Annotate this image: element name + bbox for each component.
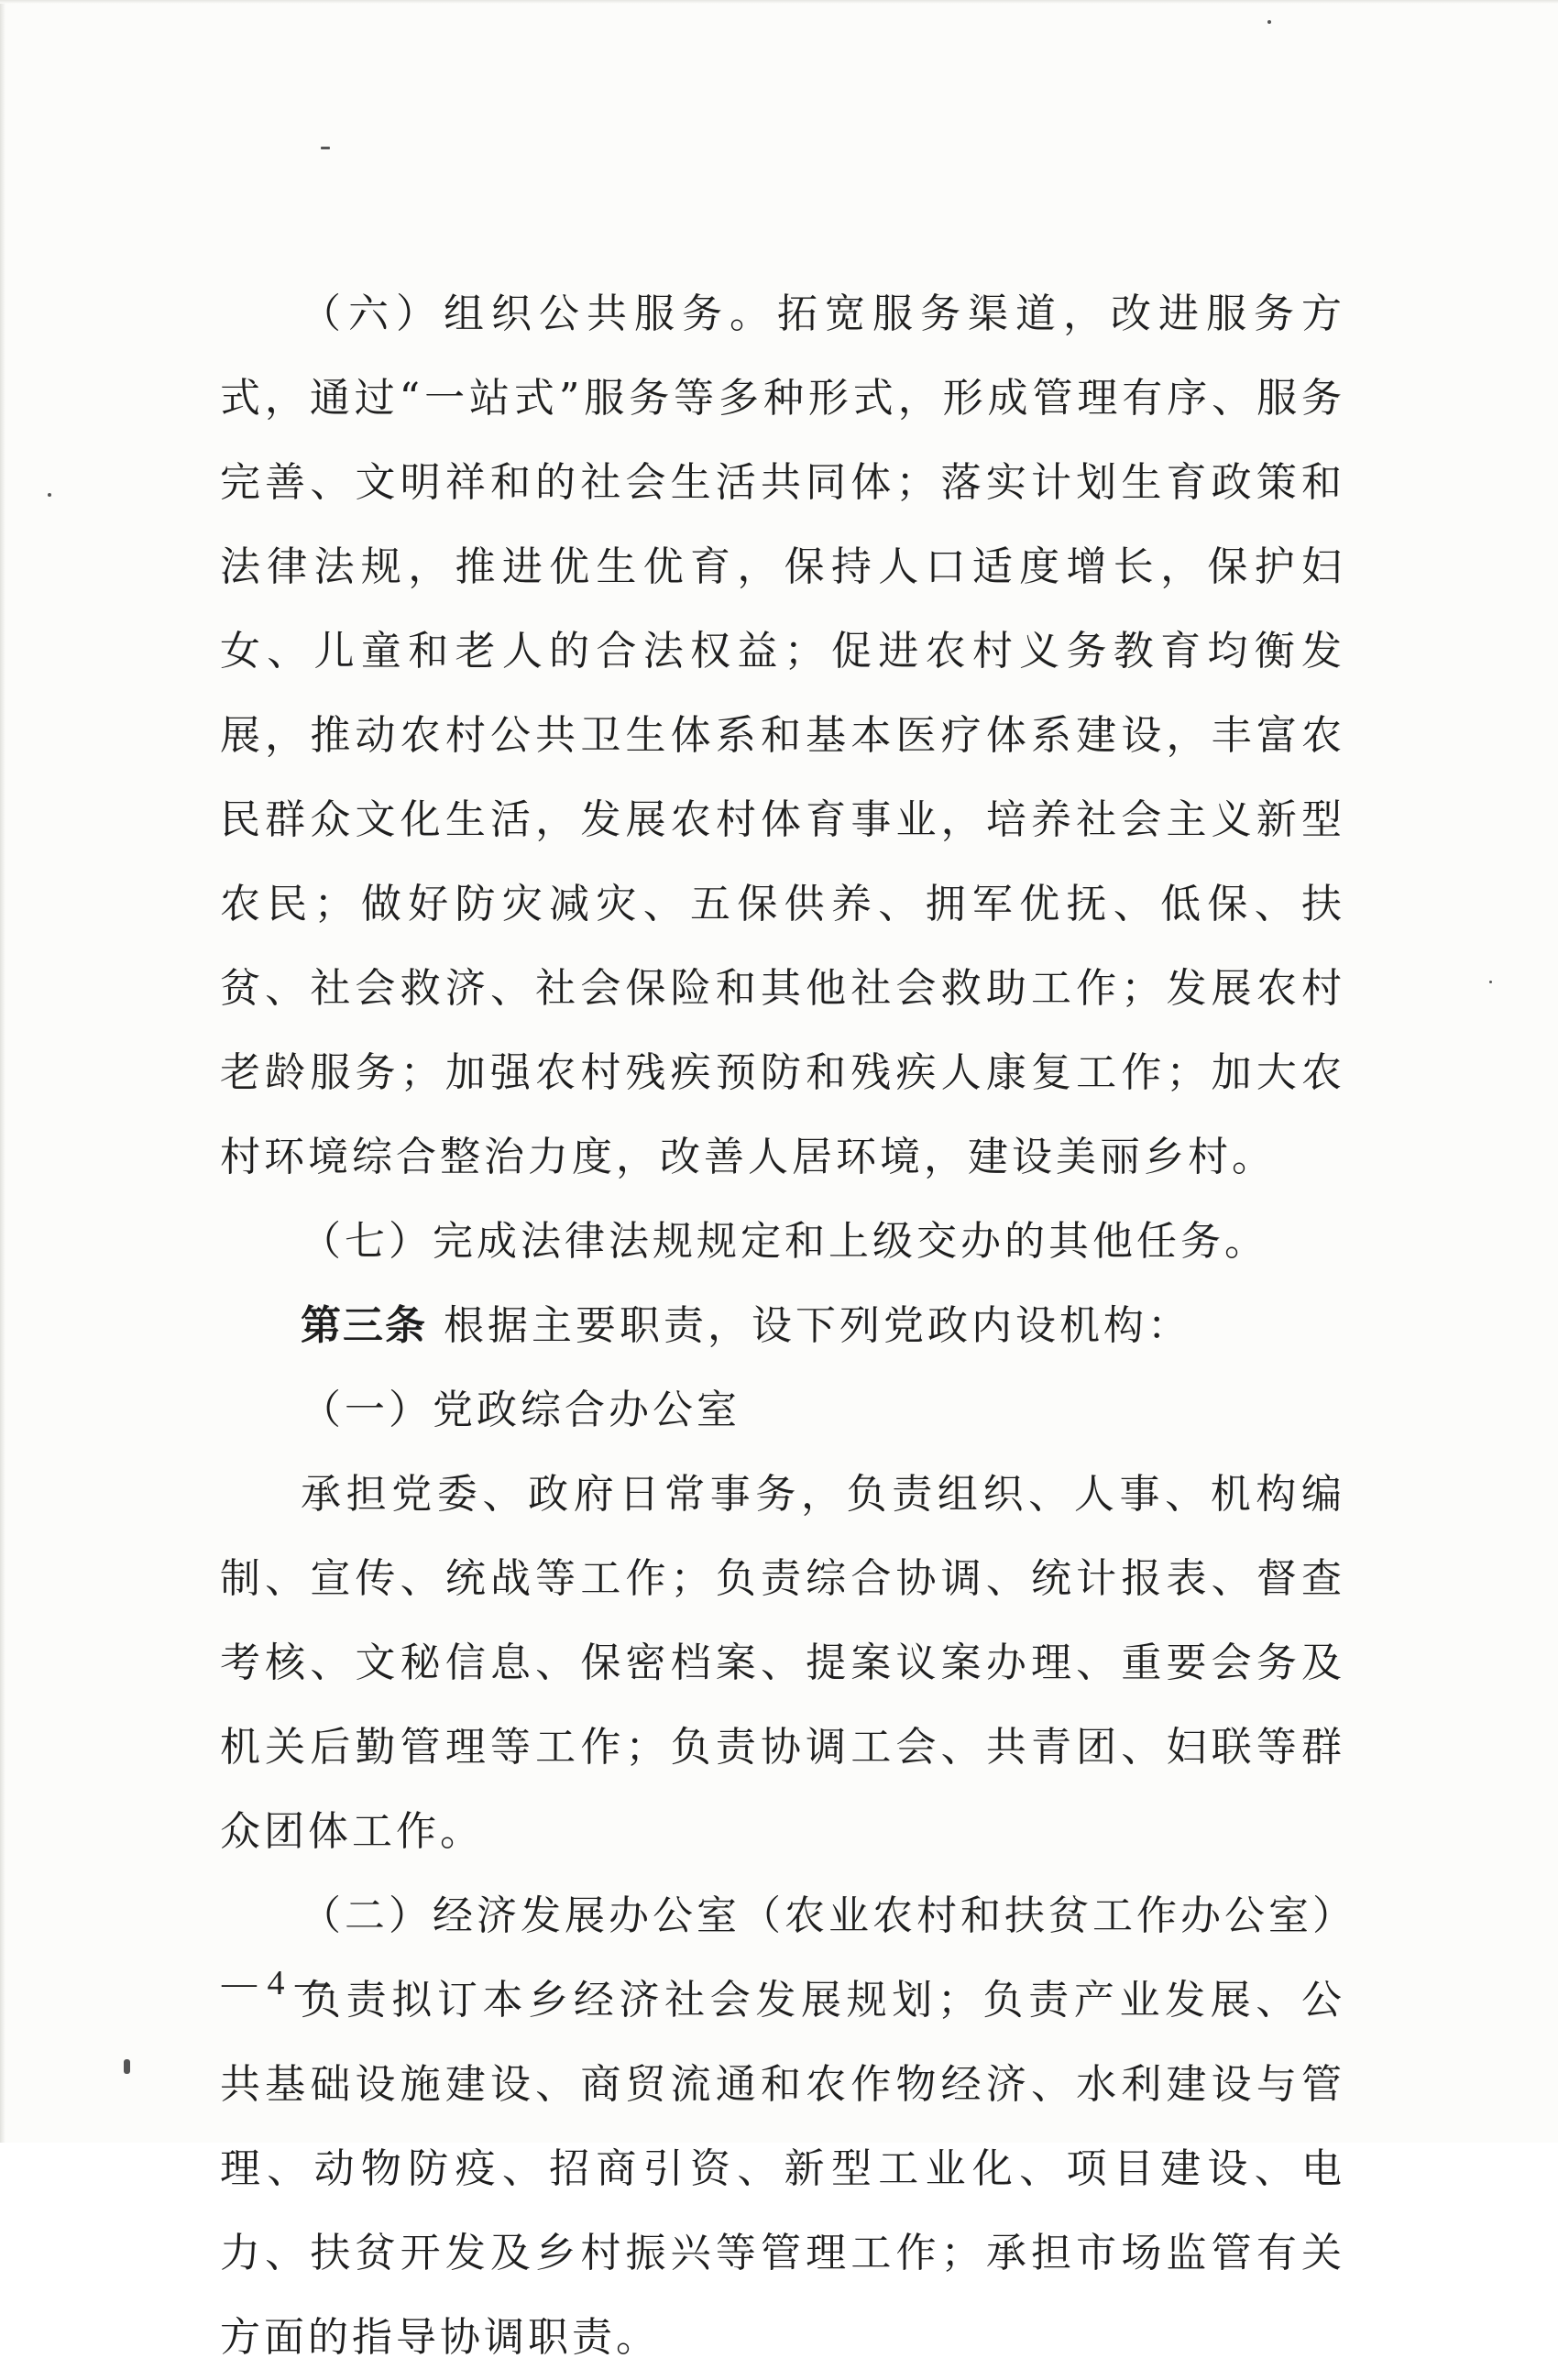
section-text-economic-office: 负责拟订本乡经济社会发展规划；负责产业发展、公共基础设施建设、商贸流通和农作物经济、水利建设与管理、动物防疫、招商引资、新型工业化、项目建设、电力、扶贫开发及乡村振兴等管理工作；承担市场监管有关方面的指导协调职责。	[220, 1977, 1345, 2361]
article-three-paragraph	[220, 1284, 1345, 1368]
section-title-general-office: （一）党政综合办公室	[301, 1387, 741, 1433]
document-body	[220, 272, 1356, 2380]
scan-speck	[48, 493, 51, 497]
section-text-general-office: 承担党委、政府日常事务，负责组织、人事、机构编制、宣传、统战等工作；负责综合协调、统计报表、督查考核、文秘信息、保密档案、提案议案办理、重要会务及机关后勤管理等工作；负责协调工会、共青团、妇联等群众团体工作。	[220, 1471, 1345, 1855]
article-three-text: 根据主要职责，设下列党政内设机构：	[427, 1302, 1191, 1349]
paragraph-public-services: （六）组织公共服务。拓宽服务渠道，改进服务方式，通过“一站式”服务等多种形式，形成管理有序、服务完善、文明祥和的社会生活共同体；落实计划生育政策和法律法规，推进优生优育，保持人口适度增长，保护妇女、儿童和老人的合法权益；促进农村义务教育均衡发展，推动农村公共卫生体系和基本医疗体系建设，丰富农民群众文化生活，发展农村体育事业，培养社会主义新型农民；做好防灾减灾、五保供养、拥军优抚、低保、扶贫、社会救济、社会保险和其他社会救助工作；发展农村老龄服务；加强农村残疾预防和残疾人康复工作；加大农村环境综合整治力度，改善人居环境，建设美丽乡村。	[220, 291, 1345, 1180]
paragraph-other-tasks: （七）完成法律法规规定和上级交办的其他任务。	[301, 1218, 1268, 1265]
scan-edge-left	[0, 0, 5, 2143]
scan-speck	[321, 147, 330, 149]
section-title-economic-office: （二）经济发展办公室（农业农村和扶贫工作办公室）	[301, 1892, 1356, 1939]
scan-edge-top	[0, 0, 1558, 4]
page-number: — 4 —	[222, 1964, 331, 2002]
scan-speck	[1489, 981, 1492, 983]
article-three-heading: 第三条	[301, 1302, 427, 1349]
scan-speck	[124, 2059, 130, 2074]
scan-speck	[1267, 20, 1271, 24]
